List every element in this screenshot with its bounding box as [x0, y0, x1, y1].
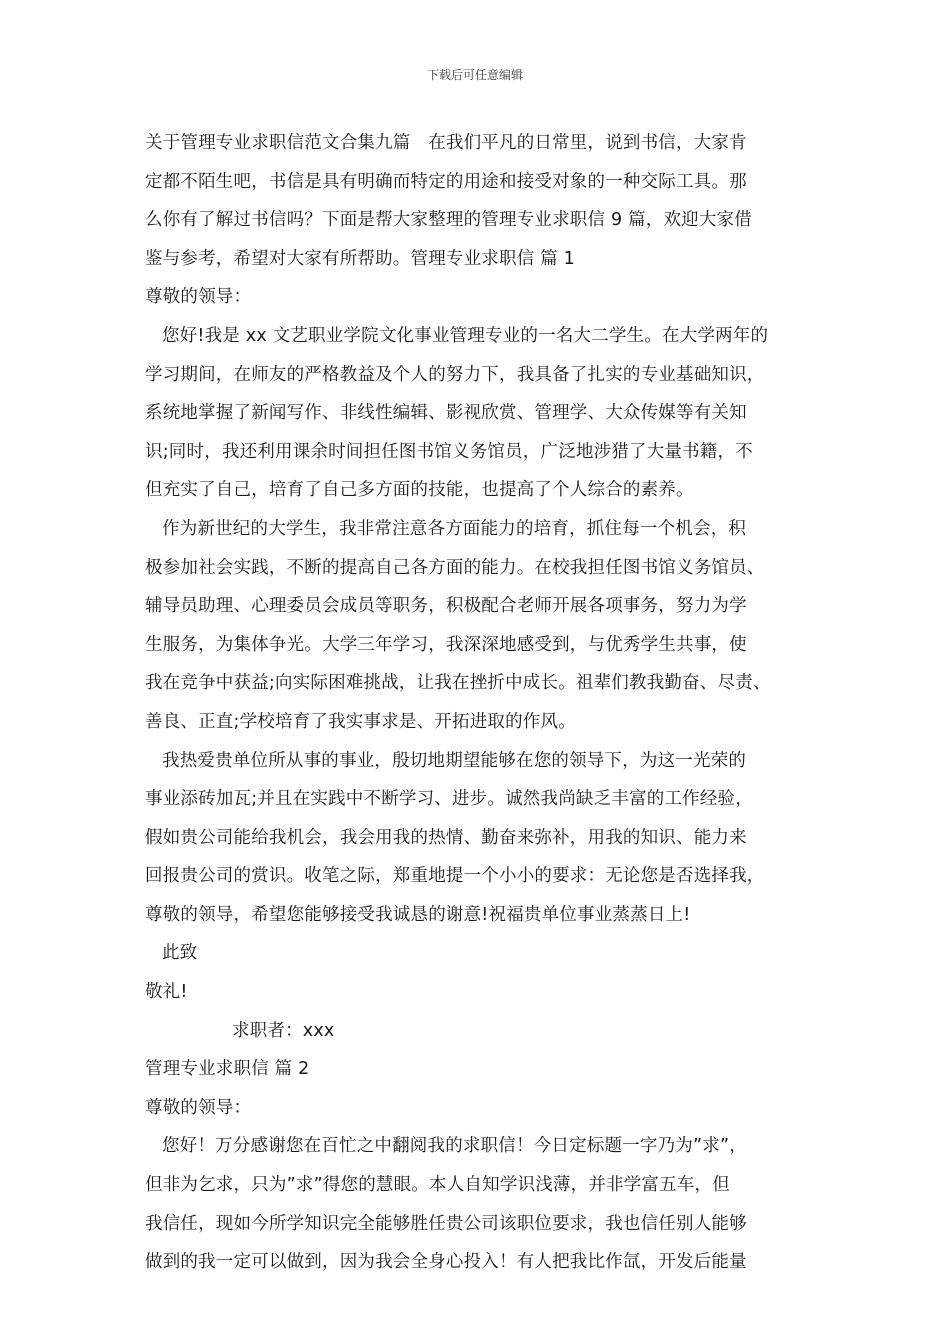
text-line: 您好!我是 xx 文艺职业学院文化事业管理专业的一名大二学生。在大学两年的: [162, 325, 769, 346]
text-line: 善良、正直;学校培育了我实事求是、开拓进取的作风。: [145, 711, 576, 732]
text-line: 识;同时，我还利用课余时间担任图书馆义务馆员，广泛地涉猎了大量书籍，不: [145, 441, 753, 462]
text-line: 作为新世纪的大学生，我非常注意各方面能力的培育，抓住每一个机会，积: [162, 518, 747, 539]
text-line: 我热爱贵单位所从事的事业，殷切地期望能够在您的领导下，为这一光荣的: [162, 750, 747, 771]
closing-line: 敬礼!: [145, 982, 188, 1003]
closing-line: 此致: [162, 943, 198, 964]
text-line: 么你有了解过书信吗？下面是帮大家整理的管理专业求职信 9 篇，欢迎大家借: [145, 210, 752, 231]
text-line: 但非为乞求，只为”求”得您的慧眼。本人自知学识浅薄，并非学富五车，但: [145, 1175, 730, 1196]
text-line: 辅导员助理、心理委员会成员等职务，积极配合老师开展各项事务，努力为学: [145, 596, 747, 617]
text-line: 极参加社会实践，不断的提高自己各方面的能力。在校我担任图书馆义务馆员、: [145, 557, 765, 578]
text-line: 关于管理专业求职信范文合集九篇 在我们平凡的日常里，说到书信，大家肯: [145, 133, 747, 153]
text-line: 系统地掌握了新闻写作、非线性编辑、影视欣赏、管理学、大众传媒等有关知: [145, 403, 747, 424]
text-line: 但充实了自己，培育了自己多方面的技能，也提高了个人综合的素养。: [145, 480, 694, 501]
text-line: 事业添砖加瓦;并且在实践中不断学习、进步。诚然我尚缺乏丰富的工作经验，: [145, 789, 753, 810]
section-heading: 管理专业求职信 篇 2: [145, 1059, 310, 1080]
signature-line: 求职者：xxx: [232, 1020, 335, 1041]
text-line: 假如贵公司能给我机会，我会用我的热情、勤奋来弥补，用我的知识、能力来: [145, 827, 747, 848]
text-line: 定都不陌生吧，书信是具有明确而特定的用途和接受对象的一种交际工具。那: [145, 171, 747, 192]
text-line: 我信任，现如今所学知识完全能够胜任贵公司该职位要求，我也信任别人能够: [145, 1213, 747, 1234]
text-line: 鉴与参考，希望对大家有所帮助。管理专业求职信 篇 1: [145, 248, 575, 269]
text-line: 回报贵公司的赏识。收笔之际，郑重地提一个小小的要求：无论您是否选择我，: [145, 866, 765, 887]
text-line: 做到的我一定可以做到，因为我会全身心投入！有人把我比作氙，开发后能量: [145, 1252, 747, 1273]
text-line: 尊敬的领导，希望您能够接受我诚恳的谢意!祝福贵单位事业蒸蒸日上!: [145, 904, 691, 925]
text-line: 您好！万分感谢您在百忙之中翻阅我的求职信！今日定标题一字乃为”求”，: [162, 1136, 747, 1157]
text-line: 学习期间，在师友的严格教益及个人的努力下，我具备了扎实的专业基础知识，: [145, 364, 765, 385]
text-line: 我在竞争中获益;向实际困难挑战，让我在挫折中成长。祖辈们教我勤奋、尽责、: [145, 673, 771, 694]
salutation: 尊敬的领导：: [145, 1097, 252, 1118]
text-line: 生服务，为集体争光。大学三年学习，我深深地感受到，与优秀学生共事，使: [145, 634, 747, 655]
salutation: 尊敬的领导：: [145, 287, 252, 308]
page-header-note: 下载后可任意编辑: [426, 68, 523, 82]
document-body: [145, 124, 825, 1282]
